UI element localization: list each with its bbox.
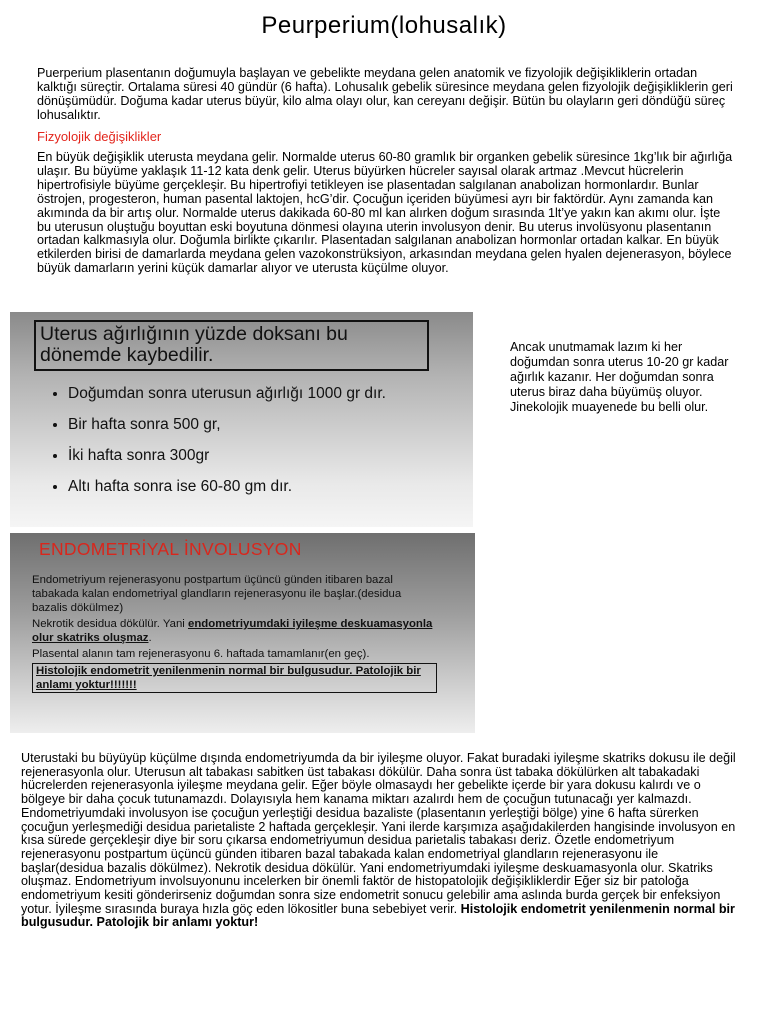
slide-paragraph: [32, 617, 437, 645]
slide-underlined-text: endometriyumdaki iyileşme deskuamasyonla olur skatriks oluşmaz: [32, 618, 433, 644]
fizyolojik-paragraph: En büyük değişiklik uterusta meydana gelir. Normalde uterus 60-80 gramlık bir organken gebelik süresince 1kg’lık bir ağırlığa ulaşır. Bu büyüme yaklaşık 11-12 kata denk gelir. Uterus büyürken hücreler sayısal olarak artmaz .Mevcut hücrelerin hipertrofisiyle büyüme gerçekleşir. Bu hipertrofiyi tetikleyen ise plasentadan salgılanan anabolizan hormonlardır. Bunlar östrojen, progesteron, human pasental laktojen, hcG’dir. Çocuğun içeriden büyümesi ayrı bir faktördür. Aynı zamanda kan akımında da bir artış olur. Normalde uterus dakikada 60-80 ml kan alırken doğum sırasında 1lt’ye yakın kan akımı olur. İşte bu uterusun oluştuğu boyuttan eski boyutuna dönmesi olayına uterin involusyon denir. Bu uterus involüsyonu plasentanın ortadan kalkmasıyla olur. Doğumla birlikte çıkarılır. Plasentadan salgılanan anabolizan hormonlar ortadan kalkar. En büyük etkilerden birisi de damarlarda meydana gelen vazokonstrüksiyon, arkasından meydana gelen hyalen dejenerasyon, böylece büyük damarların yerini küçük damarlar alıyor ve uterusta küçülme oluyor.: [37, 150, 733, 276]
slide-paragraph: Endometriyum rejenerasyonu postpartum üçüncü günden itibaren bazal tabakada kalan endometriyal glandların rejenerasyonu ile başlar.(desidua bazalis dökülmez): [32, 574, 402, 614]
uterus-paragraph: [21, 752, 737, 930]
slide-bullet: • İki hafta sonra 300gr: [68, 444, 448, 467]
slide-bullet-list: [48, 382, 448, 506]
slide-paragraph: Plasental alanın tam rejenerasyonu 6. haftada tamamlanır(en geç).: [32, 648, 370, 660]
slide-bullet: • Doğumdan sonra uterusun ağırlığı 1000 gr dır.: [68, 382, 448, 405]
slide-box-title: Uterus ağırlığının yüzde doksanı bu dönemde kaybedilir.: [34, 320, 429, 371]
slide-bullet: • Bir hafta sonra 500 gr,: [68, 413, 448, 436]
page-title: Peurperium(lohusalık): [261, 12, 507, 39]
slide-bullet: • Altı hafta sonra ise 60-80 gm dır.: [68, 475, 448, 498]
slide-endometrial-involution: [10, 533, 475, 733]
slide-text: Nekrotik desidua dökülür. Yani: [32, 618, 188, 630]
intro-paragraph: Puerperium plasentanın doğumuyla başlayan ve gebelikte meydana gelen anatomik ve fizyolojik değişikliklerin ortadan kalktığı süreçtir. Ortalama süresi 40 gündür (6 hafta). Lohusalık gebelik süresince meydana gelen fizyolojik değişikliklerin geri dönüşümüdür. Doğuma kadar uterus büyür, kilo alma olayı olur, kan cereyanı değişir. Bütün bu olayların geri döndüğü süreç lohusalıktır.: [37, 66, 733, 122]
slide-uterus-weight: [10, 312, 473, 527]
side-note: Ancak unutmamak lazım ki her doğumdan sonra uterus 10-20 gr kadar ağırlık kazanır. Her doğumdan sonra uterus biraz daha büyümüş oluyor. Jinekolojik muayenede bu belli olur.: [510, 340, 729, 414]
slide-text: .: [148, 632, 152, 644]
slide-boxed-note: Histolojik endometrit yenilenmenin normal bir bulgusudur. Patolojik bir anlamı yoktur!!!!!!!: [32, 663, 437, 693]
slide-body: [32, 573, 437, 695]
slide-heading: ENDOMETRİYAL İNVOLUSYON: [39, 539, 302, 559]
uterus-paragraph-bold: Histolojik endometrit yenilenmenin normal bir bulgusudur. Patolojik bir anlamı yoktur!: [21, 901, 735, 930]
section-heading-fizyolojik: Fizyolojik değişiklikler: [37, 129, 162, 144]
uterus-paragraph-text: Uterustaki bu büyüyüp küçülme dışında endometriyumda da bir iyileşme oluyor. Fakat buradaki iyileşme skatriks dokusu ile değil rejenerasyonla olur. Uterusun alt tabakası sabitken üst tabakası dökülür. Daha sonra üst tabaka dökülürken alt tabakadaki hücrelerden rejenerasyonla iyileşme meydana gelir. Eğer böyle olmasaydı her gebelikte içerde bir yara dokusu kalırdı ve o bölgeye bir daha çocuk tutunamazdı. Dolayısıyla hem kanama miktarı azalırdı hem de çocuğun tutunacağı yer kalmazdı. Endometriyumdaki involusyon ise çocuğun yerleştiği desidua bazaliste (plasentanın yerleştiği bölge) yine 6 hafta sürerken çocuğun yerleşmediği desidua parietaliste 2 haftada gerçekleşir. Yani ilerde karşımıza aşağıdakilerden hangisinde involusyon en kısa sürede gerçekleşir diye bir soru çıkarsa endometriyumun desidua parietalis tabakası deriz. Özetle endometriyum rejenerasyonu postpartum üçüncü günden itibaren bazal tabakada kalan endometriyal glandların rejenerasyonu ile başlar(desidua bazalis dökülmez). Nekrotik desidua dökülür. Yani endometriyumdaki iyileşme deskuamasyonla olur. Skatriks oluşmaz. Endometriyum involsuyonunu incelerken bir önemli faktör de histopatolojik değişikliklerdir Eğer siz bir patoloğa endometriyum kesiti gönderirseniz doğumdan sonra size endometrit sonucu gelebilir ama aslında burda gerçek bir enfeksiyon yotur. İyileşme sırasında buraya hızla göç eden lökositler buna sebebiyet verir.: [21, 751, 736, 916]
